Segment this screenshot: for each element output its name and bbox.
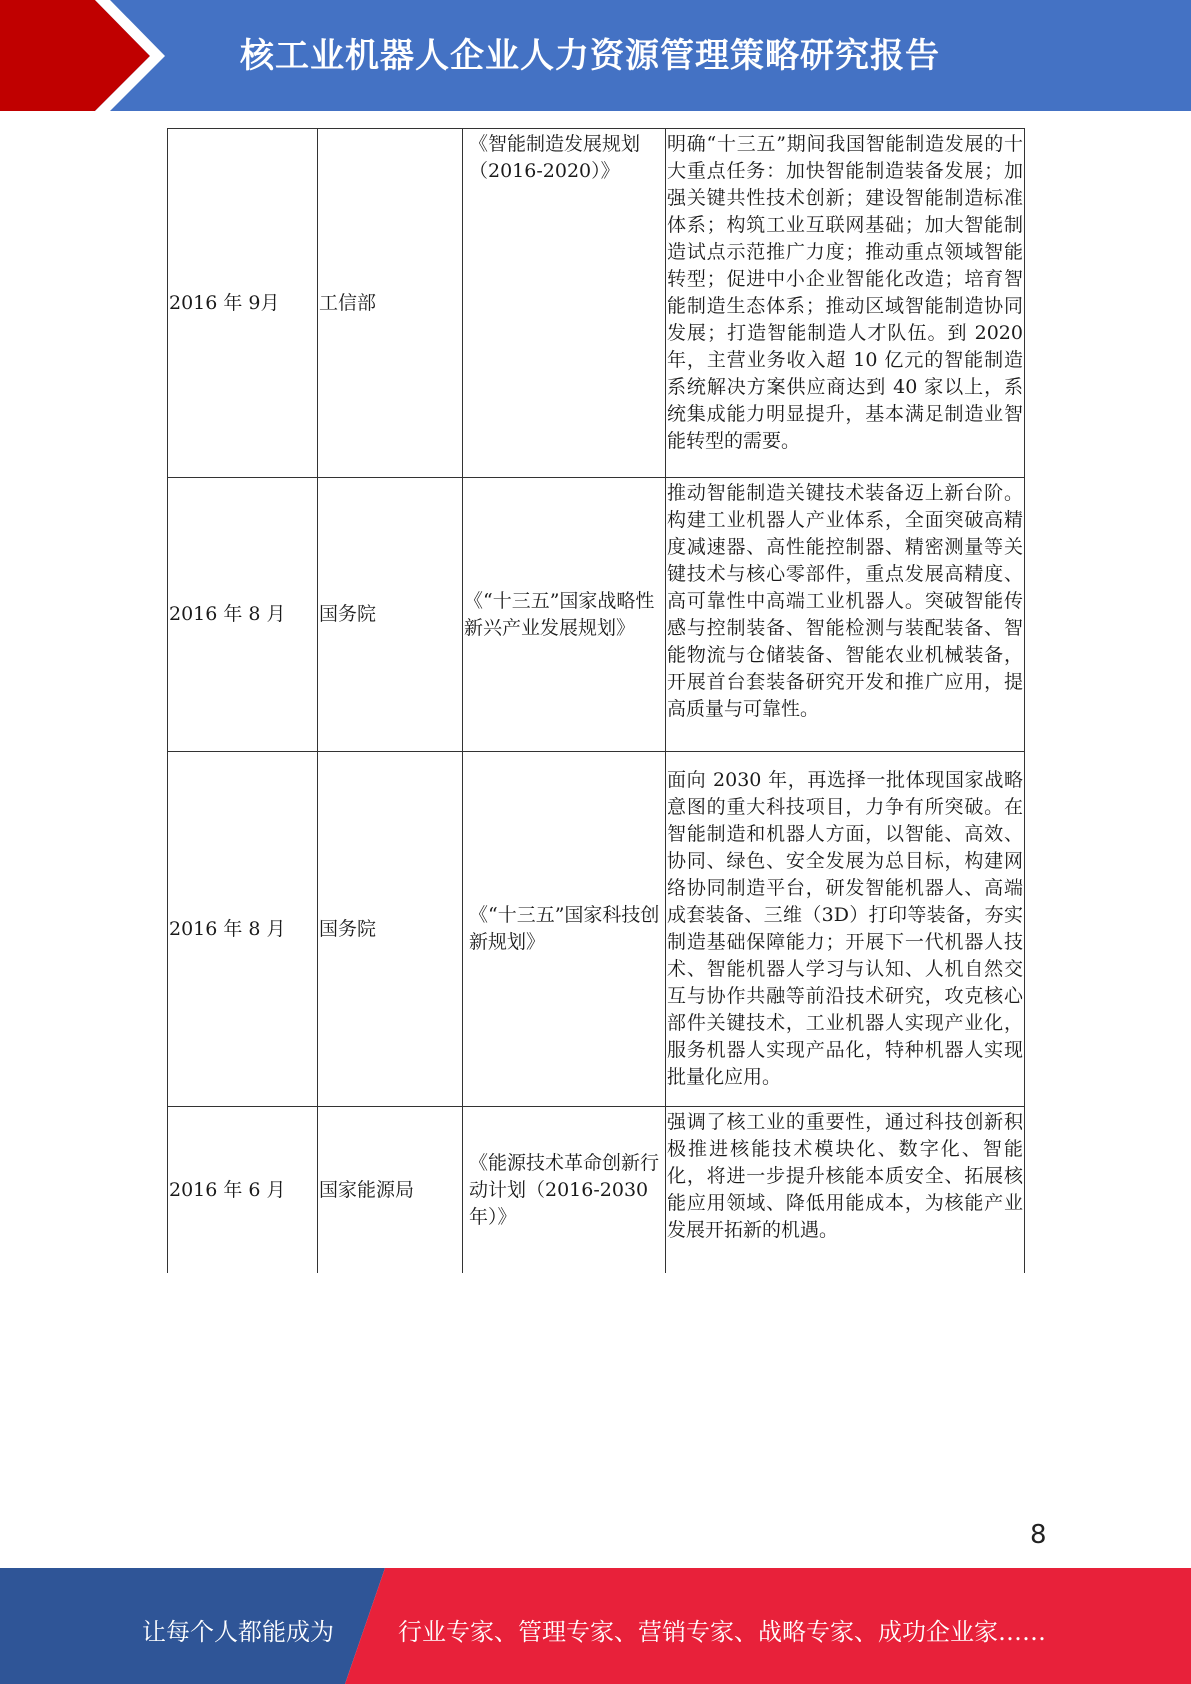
policy-document: 《“十三五”国家科技创新规划》 bbox=[463, 752, 666, 1107]
page-footer bbox=[0, 1568, 1191, 1684]
policy-department: 国家能源局 bbox=[318, 1107, 463, 1274]
policy-department: 国务院 bbox=[318, 478, 463, 752]
policy-department: 工信部 bbox=[318, 129, 463, 478]
policy-document: 《智能制造发展规划（2016-2020）》 bbox=[463, 129, 666, 478]
footer-slogan-right: 行业专家、管理专家、营销专家、战略专家、成功企业家…… bbox=[398, 1618, 1046, 1646]
table-row bbox=[168, 478, 1025, 752]
report-title: 核工业机器人企业人力资源管理策略研究报告 bbox=[240, 36, 940, 76]
table-row bbox=[168, 129, 1025, 478]
policy-department: 国务院 bbox=[318, 752, 463, 1107]
policy-document: 《“十三五”国家战略性新兴产业发展规划》 bbox=[463, 478, 666, 752]
policy-description: 推动智能制造关键技术装备迈上新台阶。构建工业机器人产业体系，全面突破高精度减速器、高性能控制器、精密测量等关键技术与核心零部件，重点发展高精度、高可靠性中高端工业机器人。突破智能传感与控制装备、智能检测与装配装备、智能物流与仓储装备、智能农业机械装备，开展首台套装备研究开发和推广应用，提高质量与可靠性。 bbox=[666, 478, 1025, 752]
footer-slogan-left: 让每个人都能成为 bbox=[142, 1618, 334, 1646]
table-row bbox=[168, 752, 1025, 1107]
page-header bbox=[0, 0, 1191, 111]
policy-description: 明确“十三五”期间我国智能制造发展的十大重点任务：加快智能制造装备发展；加强关键共性技术创新；建设智能制造标准体系；构筑工业互联网基础；加大智能制造试点示范推广力度；推动重点领域智能转型；促进中小企业智能化改造；培育智能制造生态体系；推动区域智能制造协同发展；打造智能制造人才队伍。到 2020 年，主营业务收入超 10 亿元的智能制造系统解决方案供应商达到 40 家以上，系统集成能力明显提升，基本满足制造业智能转型的需要。 bbox=[666, 129, 1025, 478]
page-number: 8 bbox=[1030, 1520, 1047, 1550]
policy-table bbox=[167, 128, 1025, 1273]
policy-date: 2016 年 8 月 bbox=[168, 478, 318, 752]
policy-document: 《能源技术革命创新行动计划（2016-2030 年）》 bbox=[463, 1107, 666, 1274]
policy-description: 面向 2030 年，再选择一批体现国家战略意图的重大科技项目，力争有所突破。在智能制造和机器人方面，以智能、高效、协同、绿色、安全发展为总目标，构建网络协同制造平台，研发智能机器人、高端成套装备、三维（3D）打印等装备，夯实制造基础保障能力；开展下一代机器人技术、智能机器人学习与认知、人机自然交互与协作共融等前沿技术研究，攻克核心部件关键技术，工业机器人实现产业化，服务机器人实现产品化，特种机器人实现批量化应用。 bbox=[666, 752, 1025, 1107]
policy-date: 2016 年 9月 bbox=[168, 129, 318, 478]
policy-date: 2016 年 8 月 bbox=[168, 752, 318, 1107]
policy-date: 2016 年 6 月 bbox=[168, 1107, 318, 1274]
table-row bbox=[168, 1107, 1025, 1274]
policy-description: 强调了核工业的重要性，通过科技创新积极推进核能技术模块化、数字化、智能化，将进一步提升核能本质安全、拓展核能应用领域、降低用能成本，为核能产业发展开拓新的机遇。 bbox=[666, 1107, 1025, 1274]
